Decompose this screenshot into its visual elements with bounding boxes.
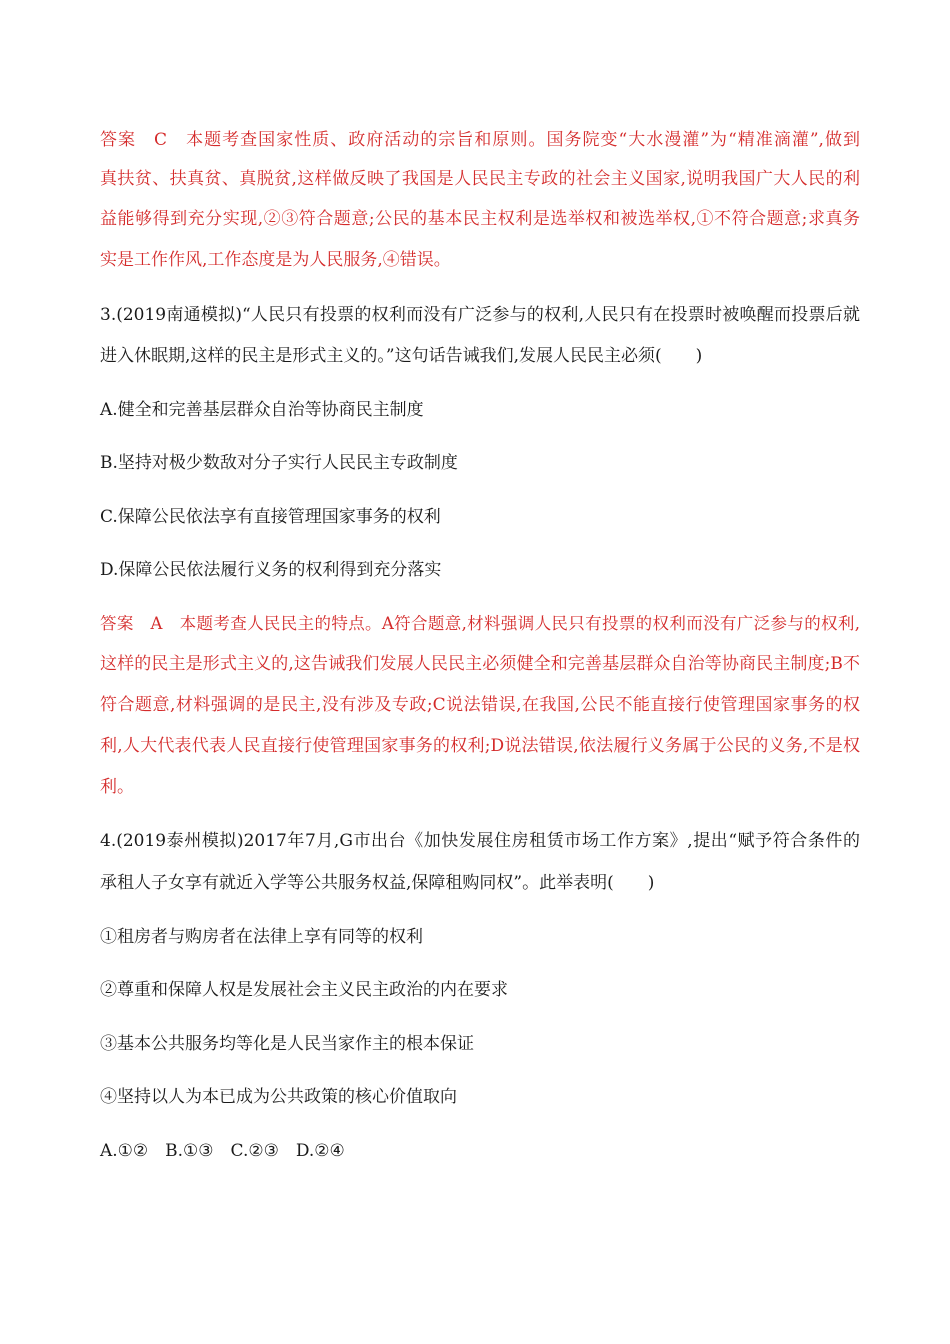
q4-statement-2: ②尊重和保障人权是发展社会主义民主政治的内在要求 xyxy=(100,980,508,1000)
q2-answer-line: 真扶贫、扶真贫、真脱贫,这样做反映了我国是人民民主专政的社会主义国家,说明我国广大人民的利 xyxy=(100,169,860,189)
q3-option-d: D.保障公民依法履行义务的权利得到充分落实 xyxy=(100,560,442,580)
q3-answer-line: 利,人大代表代表人民直接行使管理国家事务的权利;D说法错误,依法履行义务属于公民的义务,不是权 xyxy=(100,736,860,756)
q4-statement-3: ③基本公共服务均等化是人民当家作主的根本保证 xyxy=(100,1034,474,1054)
q3-answer-line: 利。 xyxy=(100,777,134,797)
q4-stem-line: 4.(2019泰州模拟)2017年7月,G市出台《加快发展住房租赁市场工作方案》,提出“赋予符合条件的 xyxy=(100,831,860,851)
q3-option-a: A.健全和完善基层群众自治等协商民主制度 xyxy=(100,400,424,420)
q3-answer-line: 这样的民主是形式主义的,这告诫我们发展人民民主必须健全和完善基层群众自治等协商民主制度;B不 xyxy=(100,654,860,674)
q3-answer-line: 答案 A 本题考查人民民主的特点。A符合题意,材料强调人民只有投票的权利而没有广泛参与的权利, xyxy=(100,614,860,633)
q3-answer-line: 符合题意,材料强调的是民主,没有涉及专政;C说法错误,在我国,公民不能直接行使管理国家事务的权 xyxy=(100,695,860,715)
q2-answer-line: 实是工作作风,工作态度是为人民服务,④错误。 xyxy=(100,250,451,270)
q2-answer-line: 答案 C 本题考查国家性质、政府活动的宗旨和原则。国务院变“大水漫灌”为“精准滴灌”,做到 xyxy=(100,130,860,150)
q4-statement-4: ④坚持以人为本已成为公共政策的核心价值取向 xyxy=(100,1087,457,1107)
q4-stem-line: 承租人子女享有就近入学等公共服务权益,保障租购同权”。此举表明( ) xyxy=(100,873,655,893)
q3-option-b: B.坚持对极少数敌对分子实行人民民主专政制度 xyxy=(100,453,458,473)
q4-options: A.①② B.①③ C.②③ D.②④ xyxy=(100,1141,345,1161)
q3-stem-line: 进入休眠期,这样的民主是形式主义的。”这句话告诫我们,发展人民民主必须( ) xyxy=(100,346,703,366)
q3-stem-line: 3.(2019南通模拟)“人民只有投票的权利而没有广泛参与的权利,人民只有在投票时被唤醒而投票后就 xyxy=(100,305,860,325)
q4-statement-1: ①租房者与购房者在法律上享有同等的权利 xyxy=(100,927,423,947)
q2-answer-line: 益能够得到充分实现,②③符合题意;公民的基本民主权利是选举权和被选举权,①不符合题意;求真务 xyxy=(100,209,860,229)
q3-option-c: C.保障公民依法享有直接管理国家事务的权利 xyxy=(100,507,441,527)
